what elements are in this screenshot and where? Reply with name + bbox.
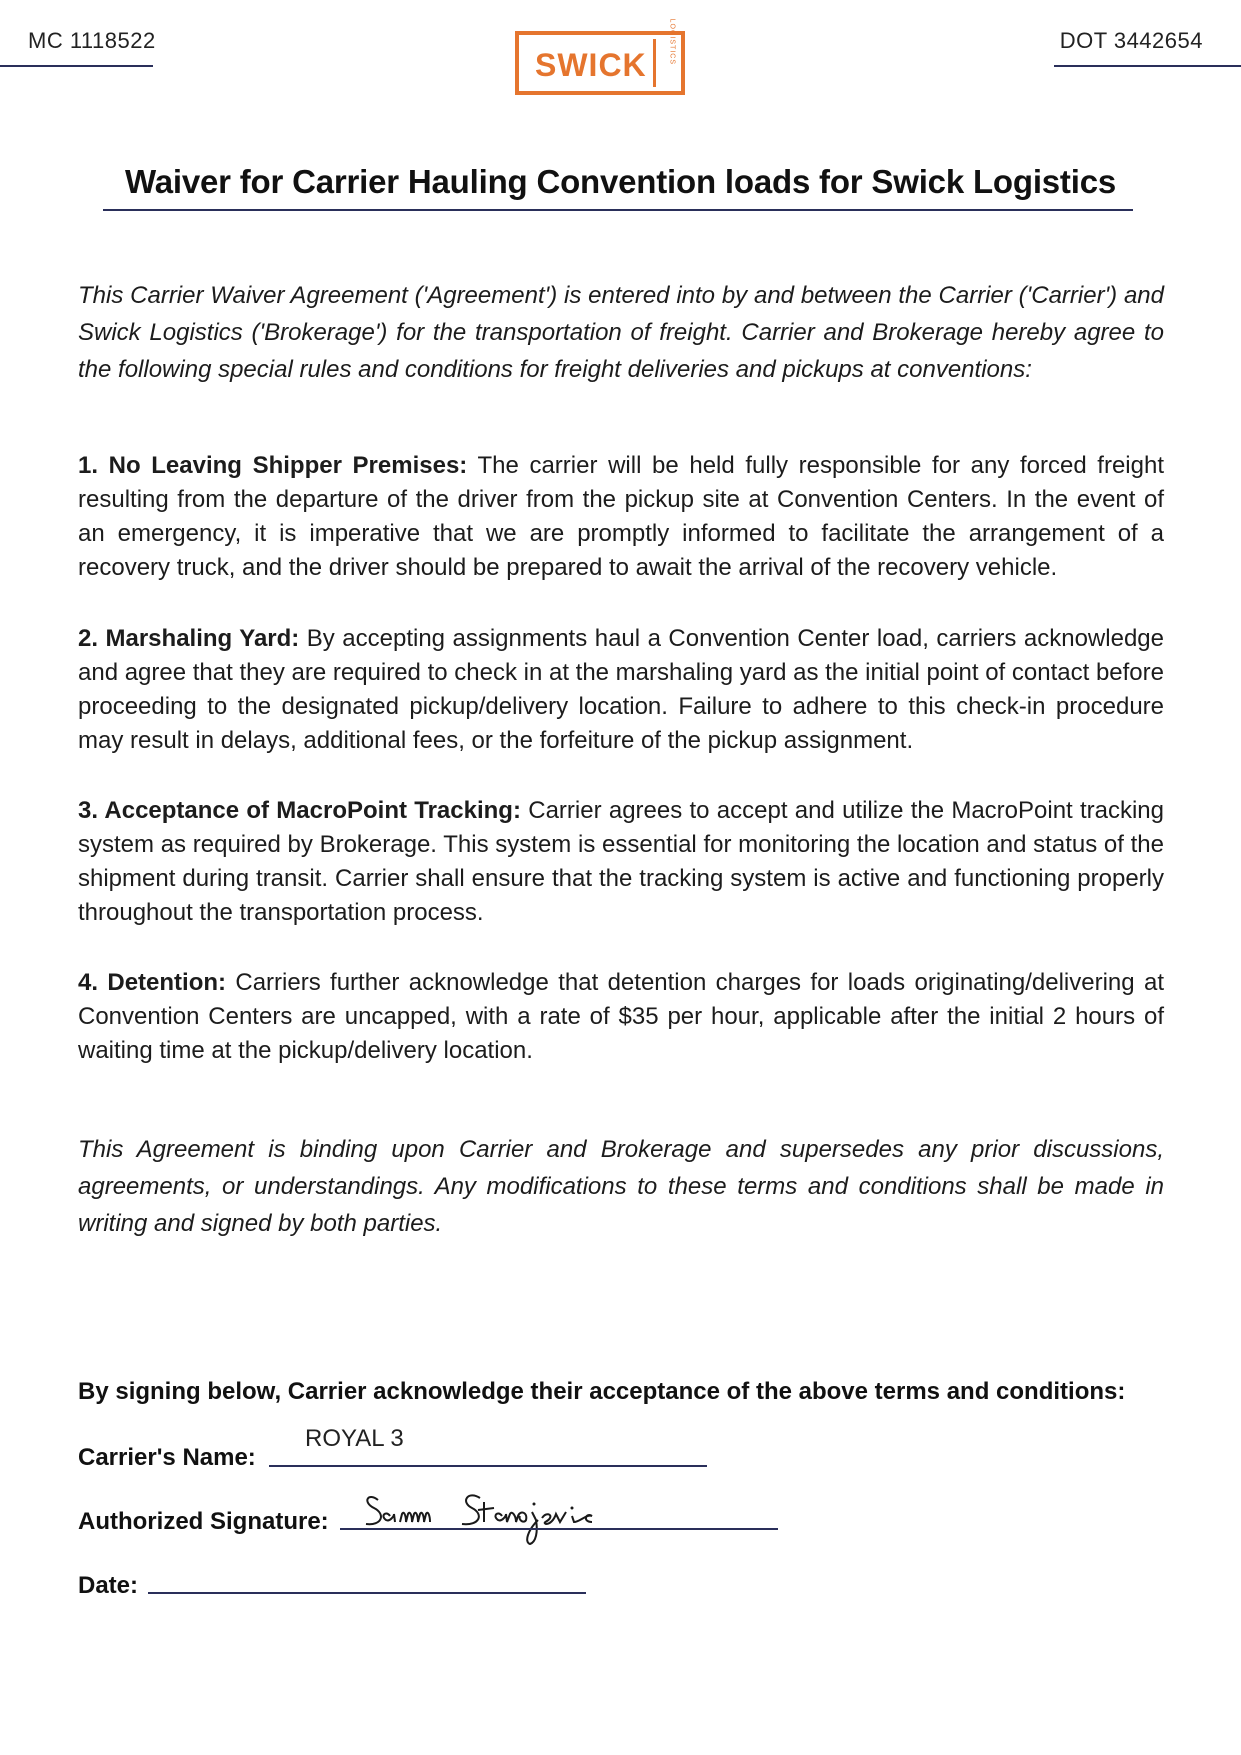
clause-heading: 1. No Leaving Shipper Premises:	[78, 452, 468, 479]
date-label: Date:	[78, 1572, 139, 1599]
clause-heading: 3. Acceptance of MacroPoint Tracking:	[78, 797, 521, 824]
signature-label: Authorized Signature:	[78, 1508, 329, 1535]
logo-subtext: LOGISTICS	[668, 18, 675, 65]
signing-heading: By signing below, Carrier acknowledge their acceptance of the above terms and conditions:	[78, 1378, 1126, 1405]
clause-text: By accepting assignments haul a Convention Center load, carriers acknowledge and agree that they are required to check in at the marshaling yard as the initial point of contact before proceeding to the designated pickup/delivery location. Failure to adhere to this check-in procedure may result in delays, additional fees, or the forfeiture of the pickup assignment.	[78, 625, 1164, 754]
swick-logo	[515, 18, 685, 95]
intro-paragraph: This Carrier Waiver Agreement ('Agreement') is entered into by and between the Carrier ('Carrier') and Swick Logistics ('Brokerage') for the transportation of freight. Carrier and Brokerage hereby agree to the following special rules and conditions for freight deliveries and pickups at conventions:	[78, 282, 1164, 383]
dot-number: DOT 3442654	[1059, 28, 1203, 53]
carrier-name-line	[269, 1465, 707, 1467]
date-line[interactable]	[148, 1592, 586, 1594]
clause-text: Carriers further acknowledge that detention charges for loads originating/delivering at Convention Centers are uncapped, with a rate of $35 per hour, applicable after the initial 2 hours of waiting time at the pickup/delivery location.	[78, 969, 1164, 1064]
clause-detention	[78, 966, 1164, 1068]
carrier-name-label: Carrier's Name:	[78, 1444, 256, 1471]
closing-paragraph: This Agreement is binding upon Carrier and Brokerage and supersedes any prior discussions, agreements, or understandings. Any modifications to these terms and conditions shall be made in writing and signed by both parties.	[78, 1136, 1164, 1237]
clause-heading: 2. Marshaling Yard:	[78, 625, 300, 652]
dot-underline	[1054, 65, 1241, 67]
signature-line	[340, 1528, 778, 1530]
clause-no-leaving	[78, 449, 1164, 585]
handwritten-signature[interactable]	[360, 1486, 660, 1548]
clause-text: The carrier will be held fully responsible for any forced freight resulting from the departure of the driver from the pickup site at Convention Centers. In the event of an emergency, it is imperative that we are promptly informed to facilitate the arrangement of a recovery truck, and the driver should be prepared to await the arrival of the recovery vehicle.	[78, 452, 1165, 581]
clause-marshaling-yard	[78, 622, 1164, 758]
clause-heading: 4. Detention:	[78, 969, 227, 996]
clause-text: Carrier agrees to accept and utilize the MacroPoint tracking system as required by Brokerage. This system is essential for monitoring the location and status of the shipment during transit. Carrier shall ensure that the tracking system is active and functioning properly throughout the transportation process.	[78, 797, 1165, 926]
carrier-name-field[interactable]: ROYAL 3	[305, 1425, 404, 1452]
clause-macropoint	[78, 794, 1164, 930]
logo-divider	[653, 39, 656, 87]
document-title: Waiver for Carrier Hauling Convention loads for Swick Logistics	[124, 163, 1117, 200]
mc-number: MC 1118522	[28, 28, 156, 53]
logo-wordmark: SWICK	[535, 47, 647, 83]
title-underline	[103, 209, 1133, 211]
mc-underline	[0, 65, 153, 67]
